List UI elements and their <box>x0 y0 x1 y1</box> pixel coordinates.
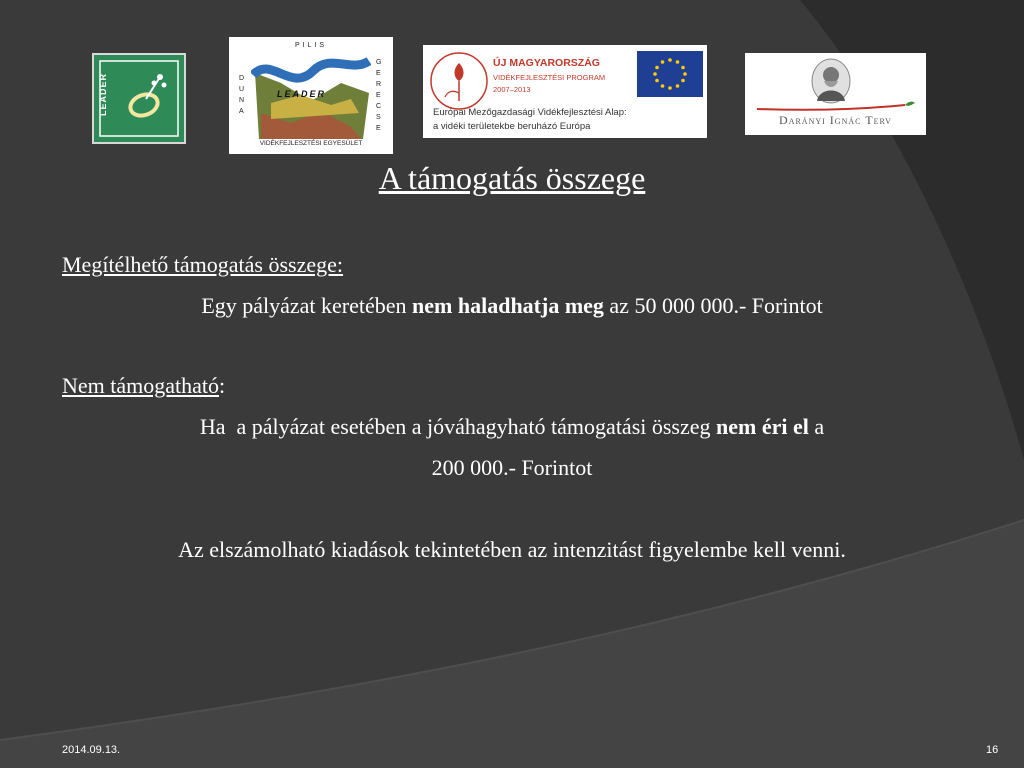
slide-title: A támogatás összege <box>378 160 646 196</box>
section2-line1-pre: Ha a pályázat esetében a jóváhagyható támogatási összeg <box>199 414 717 439</box>
pilis-leader-label: LEADER <box>277 89 327 99</box>
duna-label: DUNA <box>239 75 245 115</box>
ujmo-years: 2007–2013 <box>493 85 531 94</box>
section1-label: Megítélhető támogatás összege: <box>62 252 344 277</box>
ujmo-caption-1: Európai Mezőgazdasági Vidékfejlesztési Alap: <box>433 107 627 118</box>
daranyi-portrait <box>809 57 853 105</box>
section1-line-bold: nem haladhatja meg <box>412 293 604 318</box>
section2-label-row <box>62 373 225 399</box>
eu-flag-icon <box>637 51 703 97</box>
uj-magyarorszag-logo <box>423 45 707 138</box>
section1-line <box>0 293 1024 319</box>
ujmo-title: ÚJ MAGYARORSZÁG <box>493 57 600 69</box>
leader-logo-text: LEADER <box>98 73 108 117</box>
section2-line1-bold: nem éri el <box>716 414 809 439</box>
daranyi-ignac-terv-logo <box>745 53 926 135</box>
section2-line1-post: a <box>808 414 825 439</box>
section1-line-post: az 50 000 000.- Forintot <box>603 293 823 318</box>
footer-date: 2014.09.13. <box>62 744 121 756</box>
pilis-bottom-label: VIDÉKFEJLESZTÉSI EGYESÜLET <box>259 140 363 147</box>
gerecse-label: GERECSE <box>376 59 382 132</box>
ujmo-flower-emblem <box>427 49 491 113</box>
pilis-label: PILIS <box>294 42 328 49</box>
daranyi-text: Darányi Ignác Terv <box>779 113 892 127</box>
section2-label-suffix: : <box>219 373 226 398</box>
daranyi-swoosh <box>755 99 917 113</box>
leader-logo <box>92 53 186 144</box>
section2-line1 <box>0 414 1024 440</box>
slide-note: Az elszámolható kiadások tekintetében az intenzitást figyelembe kell venni. <box>178 537 846 562</box>
ujmo-subtitle: VIDÉKFEJLESZTÉSI PROGRAM <box>493 73 606 82</box>
ujmo-caption-2: a vidéki területekbe beruházó Európa <box>433 121 591 132</box>
pilis-duna-gerecse-logo <box>229 37 393 154</box>
section2-label: Nem támogatható <box>62 373 220 398</box>
section1-line-pre: Egy pályázat keretében <box>201 293 413 318</box>
footer-page-number: 16 <box>986 744 999 756</box>
section2-line2: 200 000.- Forintot <box>431 455 593 480</box>
